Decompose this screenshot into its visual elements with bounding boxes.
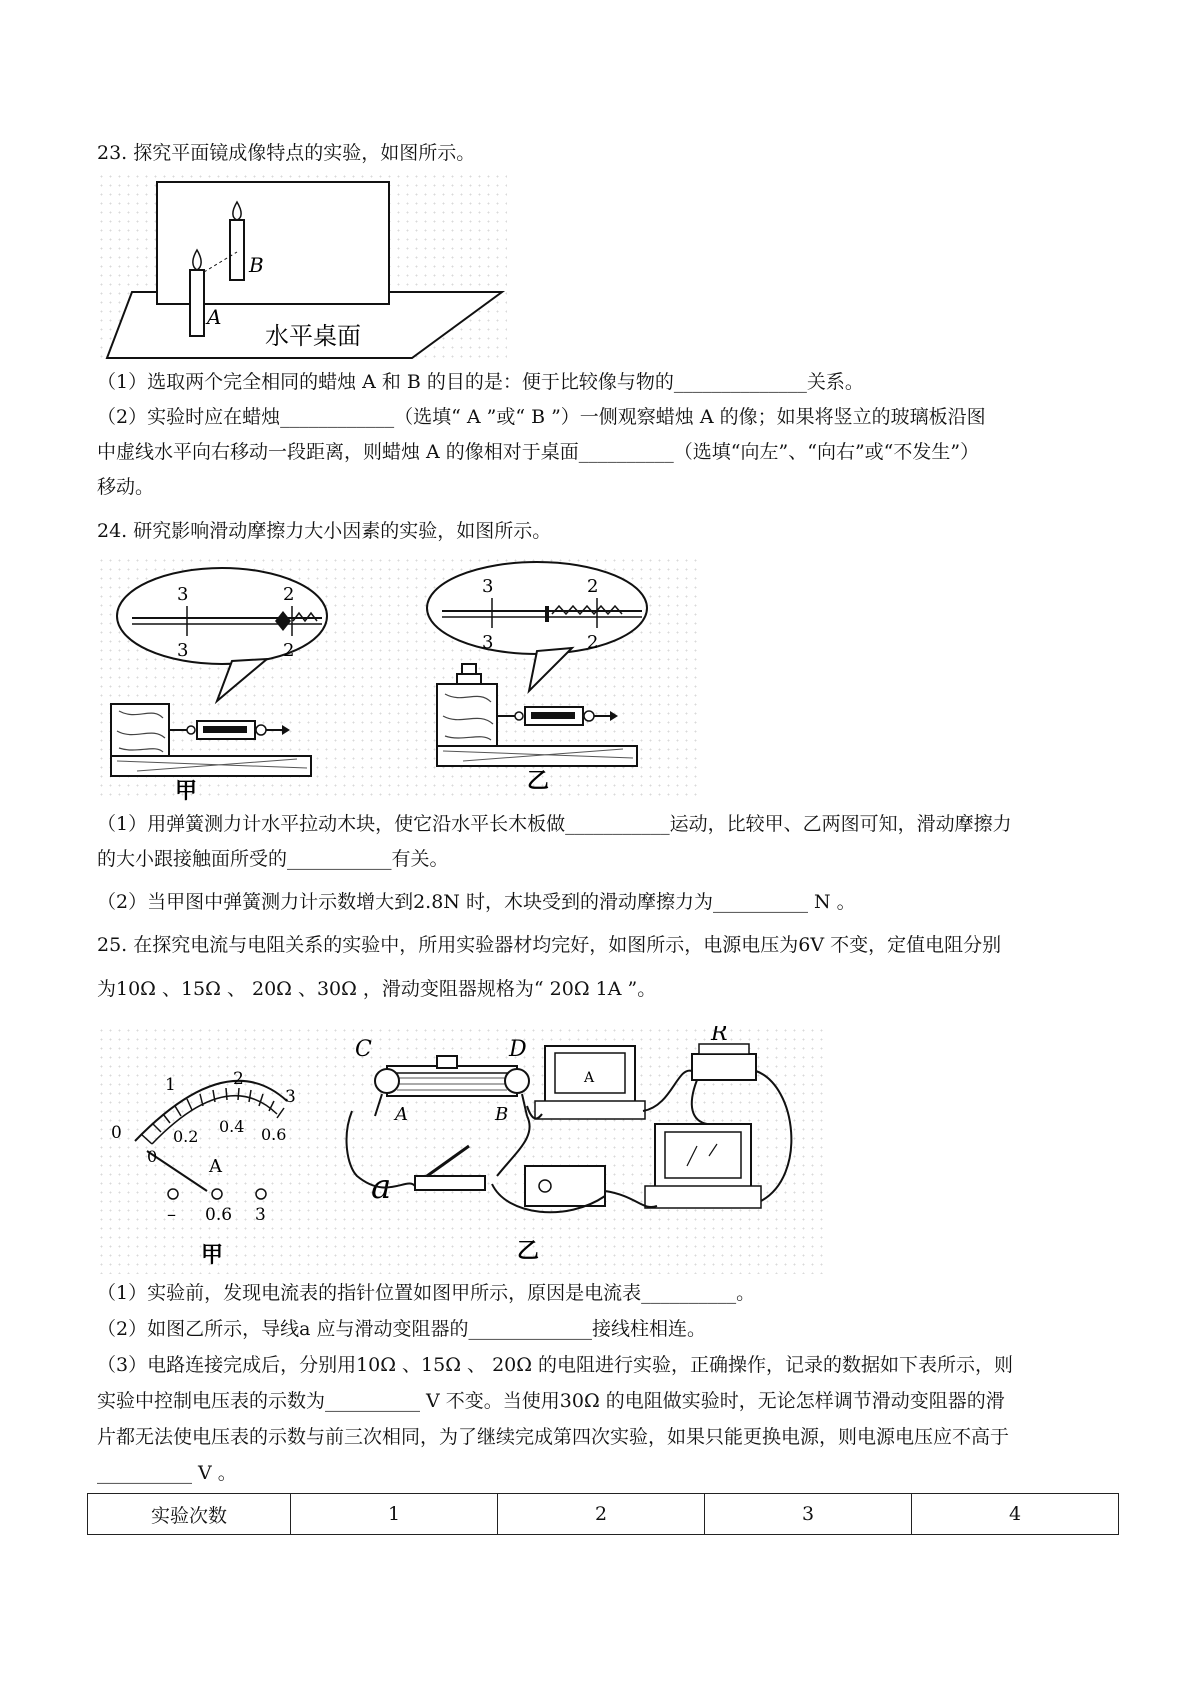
label-yi-24: 乙 [527, 769, 550, 794]
setup-yi [427, 562, 647, 766]
tick-bottom-0: 0 [147, 1147, 158, 1166]
mirror-experiment-figure [97, 172, 507, 362]
q25-title-line1: 25. 在探究电流与电阻关系的实验中，所用实验器材均完好，如图所示，电源电压为6V 不变，定值电阻分别 [97, 934, 1002, 956]
q25-part3-line4: __________ V 。 [97, 1462, 237, 1484]
q25-part1: （1）实验前，发现电流表的指针位置如图甲所示，原因是电流表__________。 [97, 1282, 756, 1304]
tick-top-1: 1 [165, 1075, 176, 1095]
tick-2-bottom-jia: 2 [283, 640, 295, 661]
label-jia-24: 甲 [175, 779, 198, 802]
q23-part2-line1: （2）实验时应在蜡烛____________（选填“ A ”或“ B ”）一侧观察蜡烛 A 的像；如果将竖立的玻璃板沿图 [97, 406, 986, 428]
label-jia-25: 甲 [201, 1243, 224, 1268]
q24-part2: （2）当甲图中弹簧测力计示数增大到2.8N 时，木块受到的滑动摩擦力为__________ N 。 [97, 891, 856, 913]
table-cell: 3 [705, 1494, 912, 1535]
data-table [87, 1493, 1119, 1535]
q23-part2-line3: 移动。 [97, 476, 155, 498]
ammeter-dial [111, 1055, 297, 1225]
tick-2-bottom-yi: 2 [587, 632, 599, 653]
q23-title: 23. 探究平面镜成像特点的实验，如图所示。 [97, 142, 476, 164]
label-yi-25: 乙 [517, 1239, 540, 1264]
label-b: B [249, 253, 264, 277]
terminal-neg: – [167, 1204, 176, 1225]
terminal-3: 3 [255, 1205, 266, 1225]
friction-experiment-figure [97, 556, 697, 802]
tick-3-bottom-jia: 3 [177, 640, 189, 661]
table-cell: 2 [498, 1494, 705, 1535]
tick-2-top-yi: 2 [587, 576, 599, 597]
label-r: R [711, 1026, 728, 1046]
q25-part3-line3: 片都无法使电压表的示数与前三次相同，为了继续完成第四次实验，如果只能更换电源，则电源电压应不高于 [97, 1426, 1010, 1448]
q25-part2: （2）如图乙所示，导线a 应与滑动变阻器的_____________接线柱相连。 [97, 1318, 706, 1340]
q23-part1: （1）选取两个完全相同的蜡烛 A 和 B 的目的是：便于比较像与物的______________关系。 [97, 371, 864, 393]
q25-part3-line1: （3）电路连接完成后，分别用10Ω 、15Ω 、 20Ω 的电阻进行实验，正确操作，记录的数据如下表所示，则 [97, 1354, 1014, 1376]
tick-top-2: 2 [233, 1069, 244, 1089]
q24-part1-line2: 的大小跟接触面所受的___________有关。 [97, 848, 449, 870]
tick-bottom-2: 0.4 [219, 1117, 245, 1136]
q24-title: 24. 研究影响滑动摩擦力大小因素的实验，如图所示。 [97, 520, 552, 542]
unit-label: A [209, 1156, 222, 1177]
ammeter-unit: A [584, 1070, 595, 1086]
label-rheo-b: B [495, 1104, 509, 1125]
table-cell: 1 [291, 1494, 498, 1535]
tick-bottom-3: 0.6 [261, 1125, 287, 1144]
label-wire-a: a [371, 1167, 392, 1207]
table-row [88, 1494, 1119, 1535]
tick-3-top-jia: 3 [177, 584, 189, 605]
q25-part3-line2: 实验中控制电压表的示数为__________ V 不变。当使用30Ω 的电阻做实验时，无论怎样调节滑动变阻器的滑 [97, 1390, 1005, 1412]
table-cell: 4 [912, 1494, 1119, 1535]
tick-top-0: 0 [111, 1123, 122, 1143]
label-a: A [207, 305, 222, 329]
desk-label: 水平桌面 [265, 322, 361, 350]
q23-part2-line2: 中虚线水平向右移动一段距离，则蜡烛 A 的像相对于桌面__________（选填“向左”、“向右”或“不发生”） [97, 441, 980, 463]
q25-title-line2: 为10Ω 、15Ω 、 20Ω 、30Ω ，滑动变阻器规格为“ 20Ω 1A ”。 [97, 978, 657, 1000]
setup-jia [111, 568, 327, 776]
circuit-setup [347, 1026, 792, 1212]
tick-bottom-1: 0.2 [173, 1127, 199, 1146]
terminal-06: 0.6 [205, 1205, 233, 1225]
label-c: C [355, 1037, 372, 1062]
label-d: D [509, 1037, 527, 1062]
tick-3-bottom-yi: 3 [482, 632, 494, 653]
q24-part1-line1: （1）用弹簧测力计水平拉动木块，使它沿水平长木板做___________运动，比较甲、乙两图可知，滑动摩擦力 [97, 813, 1012, 835]
label-rheo-a: A [395, 1104, 408, 1125]
table-header-cell: 实验次数 [88, 1494, 291, 1535]
tick-top-3: 3 [285, 1087, 296, 1107]
circuit-experiment-figure [97, 1026, 827, 1274]
tick-2-top-jia: 2 [283, 584, 295, 605]
tick-3-top-yi: 3 [482, 576, 494, 597]
